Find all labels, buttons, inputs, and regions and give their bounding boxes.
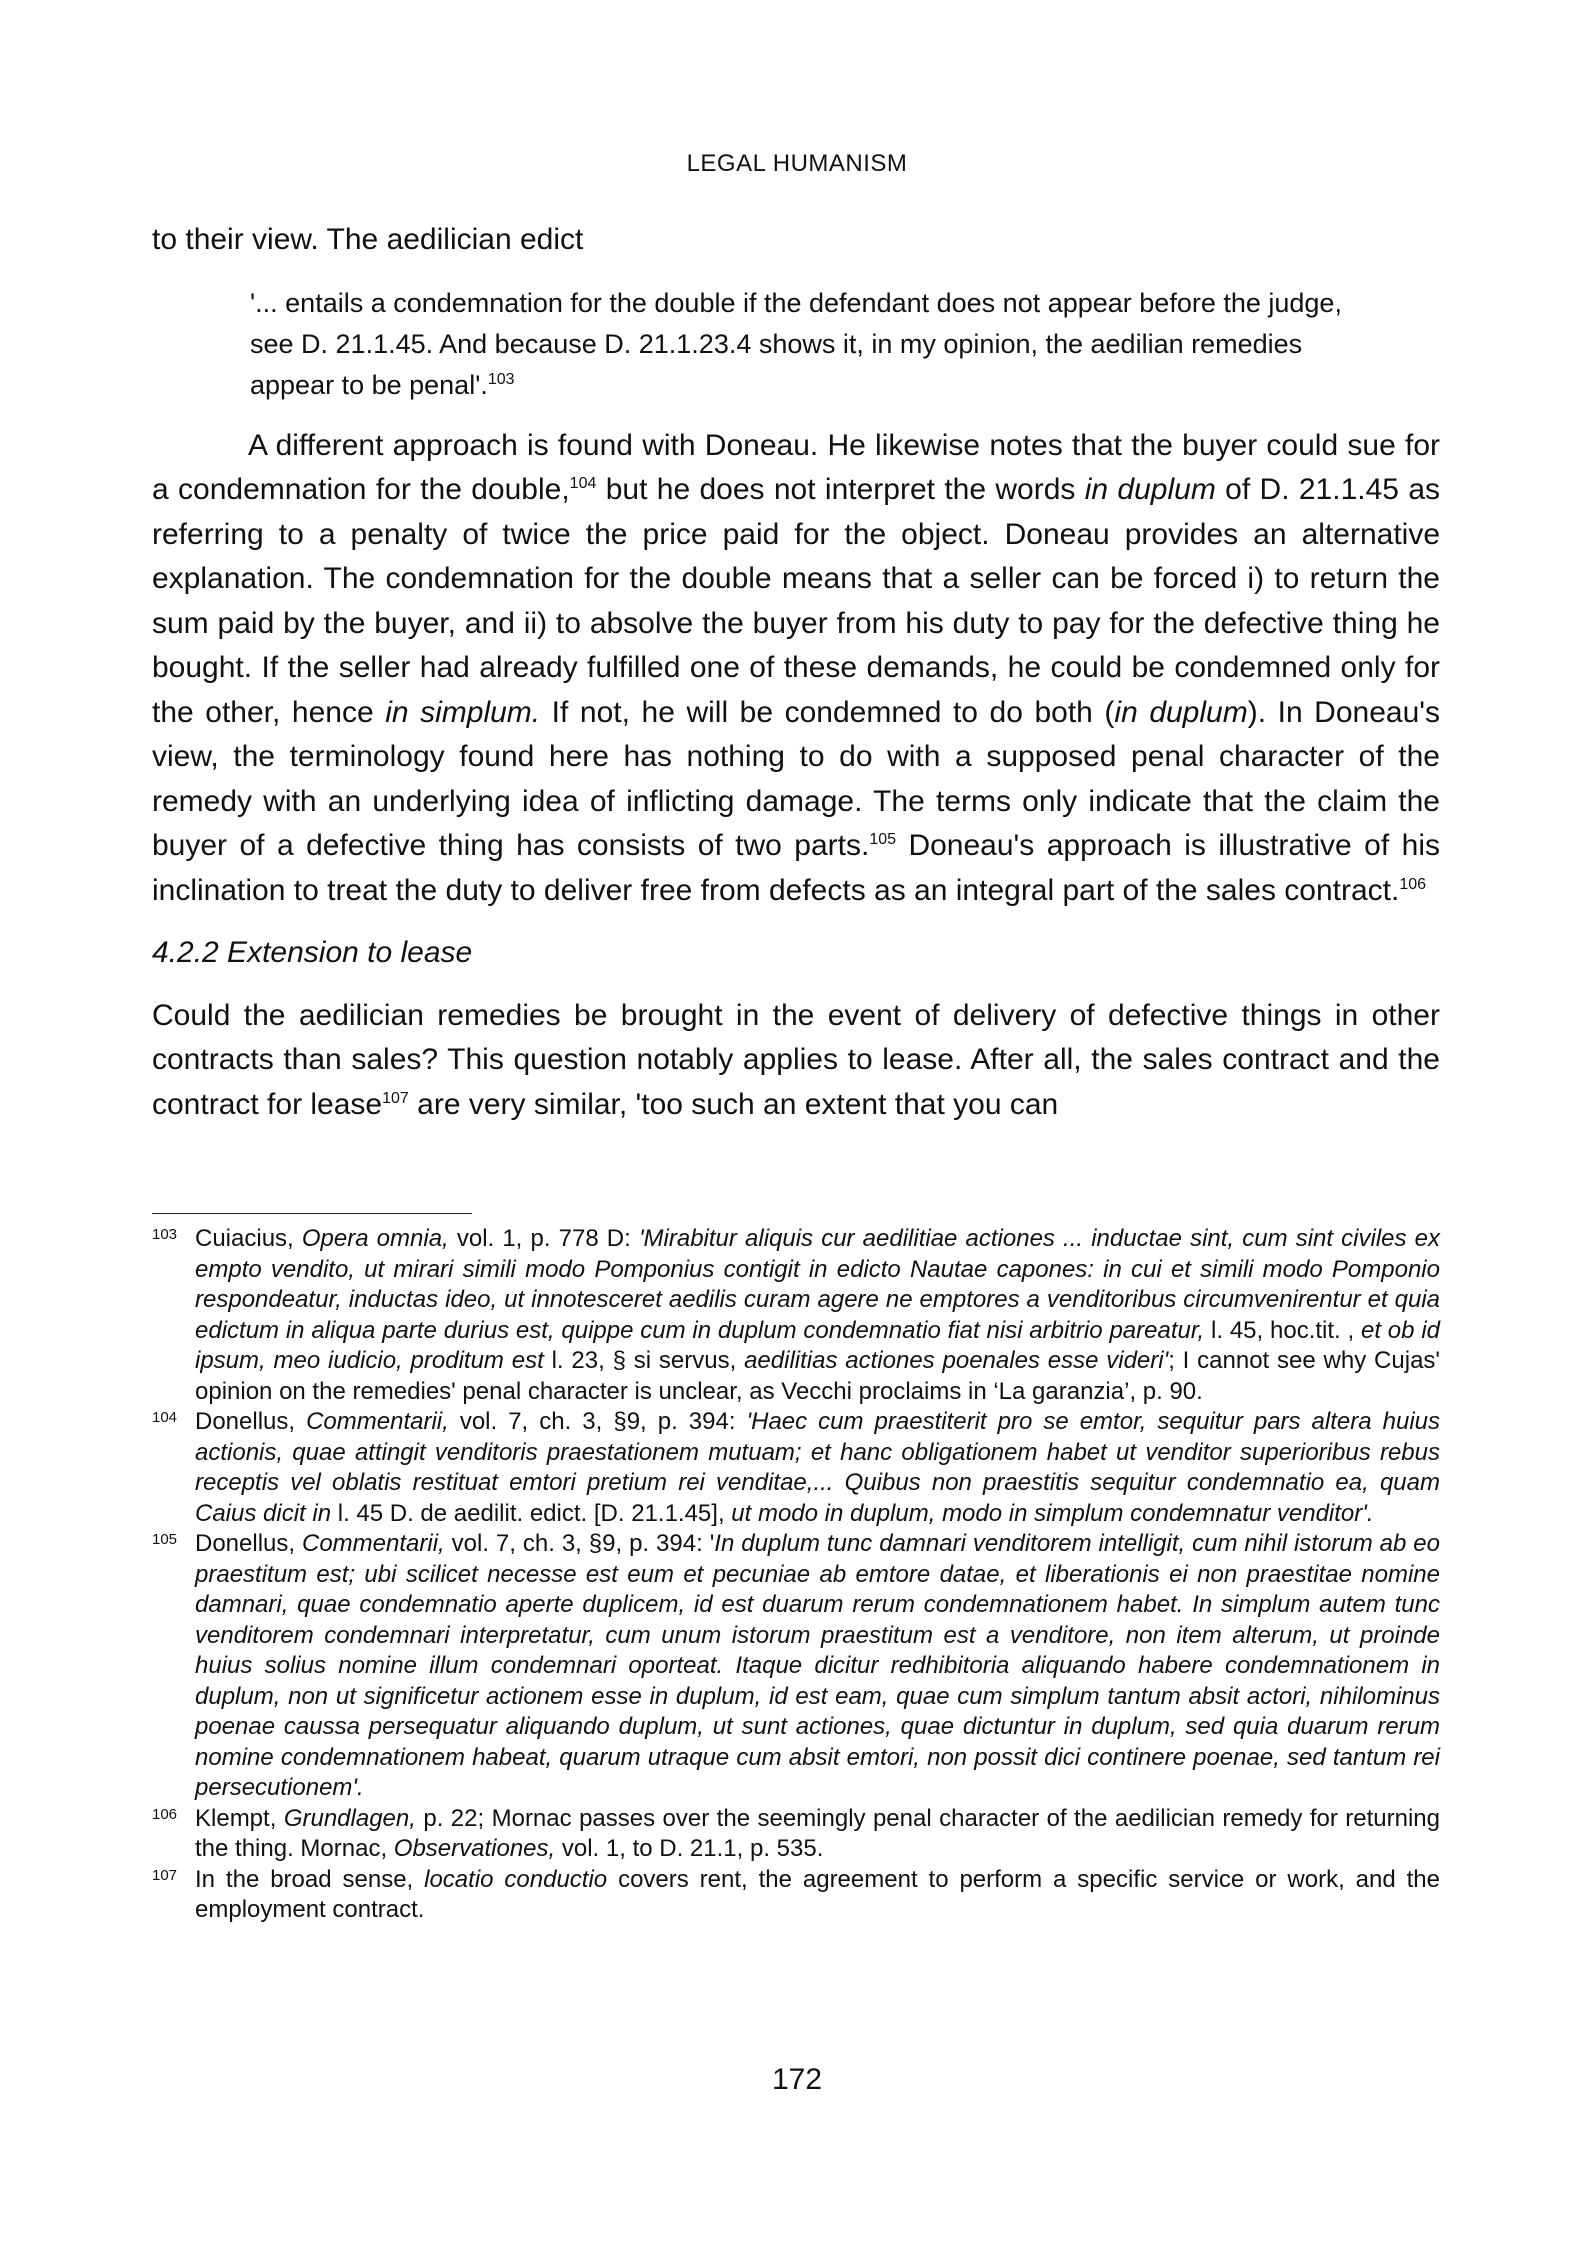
footnote-103: 103 Cuiacius, Opera omnia, vol. 1, p. 778 D: 'Mirabitur aliquis cur aedilitiae actiones ... inductae sint, cum sint civiles ex empto vendito, ut mirari simili modo Pomponius contigit in edicto Nautae capones: in cui et simili modo Pomponio respondeatur, inductas ideo, ut innotesceret aedilis curam agere ne emptores a venditoribus circumvenirentur et quia edictum in aliqua parte durius est, quippe cum in duplum condemnatio fiat nisi arbitrio pareatur, l. 45, hoc.tit. , et ob id ipsum, meo iudicio, proditum est l. 23, § si servus, aedilitias actiones poenales esse videri'; I cannot see why Cujas' opinion on the remedies' penal character is unclear, as Vecchi proclaims in ‘La garanzia’, p. 90. — [152, 1225, 1441, 1405]
footnotes — [152, 1224, 1440, 1926]
footnote-ref-107[interactable]: 107 — [382, 1089, 409, 1107]
footnote-number: 107 — [152, 1866, 178, 1884]
paragraph-lease: Could the aedilician remedies be brought in the event of delivery of defective things in other contracts than sales? This question notably applies to lease. After all, the sales contract and the contract for lease$^{107}$ are very similar, 'too such an extent that you can — [152, 998, 1440, 1121]
page-number: 172 — [771, 2063, 823, 2096]
footnote-number: 105 — [152, 1531, 178, 1548]
footnote-separator — [152, 1213, 472, 1214]
footnote-ref-103[interactable]: 103 — [487, 370, 515, 388]
footnote-number: 103 — [152, 1226, 178, 1243]
lead-line: to their view. The aedilician edict — [152, 223, 584, 256]
main-text — [152, 218, 1440, 1127]
footnote-105: 105 Donellus, Commentarii, vol. 7, ch. 3, §9, p. 394: 'In duplum tunc damnari venditorem intelligit, cum nihil istorum ab eo praestitum est; ubi scilicet necesse est eum et pecuniae ab emtore datae, et liberationis ei non praestitae nomine damnari, quae condemnatio aperte duplicem, id est duarum rerum condemnationem habet. In simplum autem tunc venditorem condemnari interpretatur, cum unum istorum praestitum est a venditore, non item alterum, ut proinde huius solius nomine illum condemnari oporteat. Itaque dicitur redhibitoria aliquando habere condemnationem in duplum, non ut significetur actionem esse in duplum, id est eam, quae cum simplum tantum absit actori, nihilominus poenae caussa persequatur aliquando duplum, ut sunt actiones, quae dictuntur in duplum, sed quia duarum rerum nomine condemnationem habeat, quarum utraque cum absit emtori, non possit dici continere poenae, sed tantum rei persecutionem'. — [152, 1530, 1440, 1801]
paragraph-doneau: A different approach is found with Doneau. He likewise notes that the buyer could sue for a condemnation for the double,$^{104}$ but he does not interpret the words in duplum of D. 21.1.45 as referring to a penalty of twice the price paid for the object. Doneau provides an alternative explanation. The condemnation for the double means that a seller can be forced i) to return the sum paid by the buyer, and ii) to absolve the buyer from his duty to pay for the defective thing he bought. If the seller had already fulfilled one of these demands, he could be condemned only for the other, hence in simplum. If not, he will be condemned to do both (in duplum). In Doneau's view, the terminology found here has nothing to do with a supposed penal character of the remedy with an underlying idea of inflicting damage. The terms only indicate that the claim the buyer of a defective thing has consists of two parts.$^{105}$ Doneau's approach is illustrative of his inclination to treat the duty to deliver free from defects as an integral part of the sales contract.$^{106}$ — [152, 428, 1441, 907]
footnote-ref-104[interactable]: 104 — [569, 475, 597, 492]
footnote-number: 106 — [152, 1805, 178, 1823]
section-heading: 4.2.2 Extension to lease — [152, 936, 473, 969]
footnote-ref-106[interactable]: 106 — [1399, 875, 1427, 893]
block-quote — [250, 283, 1385, 406]
footnote-107: 107 In the broad sense, locatio conductio covers rent, the agreement to perform a specific service or work, and the employment contract. — [152, 1865, 1440, 1923]
quote-text: '... entails a condemnation for the double if the defendant does not appear before the judge, see D. 21.1.45. And because D. 21.1.23.4 shows it, in my opinion, the aedilian remedies appear to be penal'. — [250, 287, 1342, 400]
running-head: LEGAL HUMANISM — [686, 150, 908, 177]
footnote-ref-105[interactable]: 105 — [869, 831, 897, 848]
footnote-106: 106 Klempt, Grundlagen, p. 22; Mornac passes over the seemingly penal character of the aedilician remedy for returning the thing. Mornac, Observationes, vol. 1, to D. 21.1, p. 535. — [152, 1804, 1440, 1862]
footnote-104: 104 Donellus, Commentarii, vol. 7, ch. 3, §9, p. 394: 'Haec cum praestiterit pro se emtor, sequitur pars altera huius actionis, quae attingit venditoris praestationem mutuam; et hanc obligationem habet ut venditor superioribus rebus receptis vel oblatis restituat emtori pretium rei venditae,... Quibus non praestitis sequitur condemnatio ea, quam Caius dicit in l. 45 D. de aedilit. edict. [D. 21.1.45], ut modo in duplum, modo in simplum condemnatur venditor'. — [152, 1408, 1441, 1527]
footnote-number: 104 — [152, 1409, 178, 1426]
